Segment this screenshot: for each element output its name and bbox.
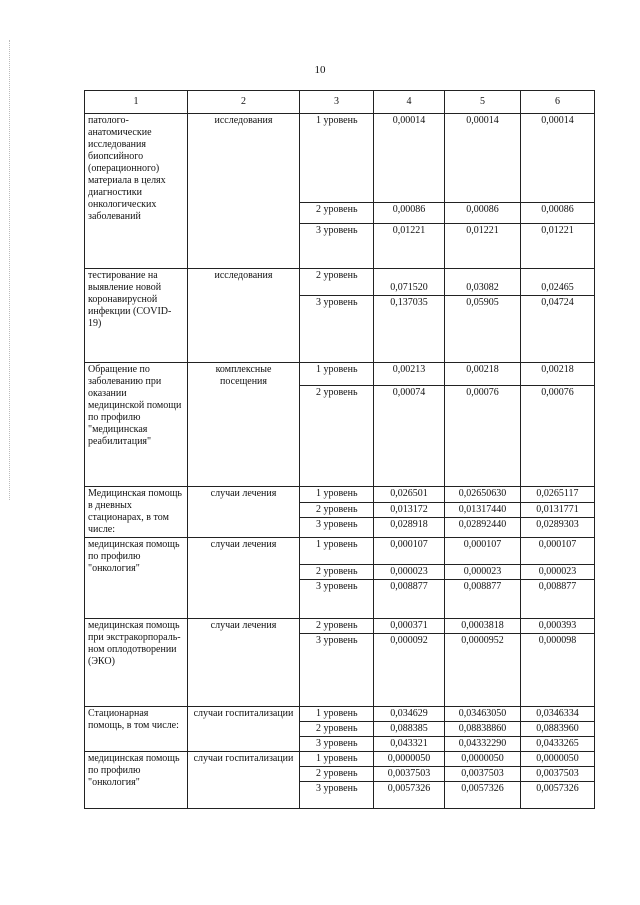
- value-col-6: 0,02465: [521, 269, 595, 296]
- value-col-6: 0,000107: [521, 538, 595, 565]
- value-col-6: 0,0131771: [521, 502, 595, 518]
- value-col-4: 0,0037503: [374, 767, 445, 782]
- value-col-6: 0,000098: [521, 634, 595, 707]
- value-col-5: 0,01221: [445, 224, 521, 269]
- value-col-5: 0,0000050: [445, 752, 521, 767]
- value-col-5: 0,00014: [445, 114, 521, 203]
- level-cell: 1 уровень: [300, 363, 374, 386]
- value-col-4: 0,028918: [374, 518, 445, 538]
- value-col-5: 0,02650630: [445, 487, 521, 503]
- value-col-5: 0,03082: [445, 269, 521, 296]
- table-row: [85, 619, 595, 634]
- value-col-6: 0,0346334: [521, 707, 595, 722]
- level-cell: 2 уровень: [300, 386, 374, 487]
- level-cell: 2 уровень: [300, 619, 374, 634]
- value-col-4: 0,000023: [374, 565, 445, 580]
- value-col-5: 0,00076: [445, 386, 521, 487]
- value-col-5: 0,000023: [445, 565, 521, 580]
- value-col-5: 0,03463050: [445, 707, 521, 722]
- value-col-5: 0,08838860: [445, 722, 521, 737]
- value-col-4: 0,000107: [374, 538, 445, 565]
- header-col-1: 1: [85, 91, 188, 114]
- level-cell: 3 уровень: [300, 737, 374, 752]
- value-col-5: 0,00086: [445, 203, 521, 224]
- value-col-4: 0,013172: [374, 502, 445, 518]
- value-col-5: 0,0000952: [445, 634, 521, 707]
- value-col-6: 0,0289303: [521, 518, 595, 538]
- value-col-5: 0,02892440: [445, 518, 521, 538]
- value-col-6: 0,0883960: [521, 722, 595, 737]
- group-name: медицинская помощь при экстракорпораль-ном оплодотворении (ЭКО): [85, 619, 188, 707]
- value-col-6: 0,0433265: [521, 737, 595, 752]
- value-col-5: 0,008877: [445, 580, 521, 619]
- header-col-6: 6: [521, 91, 595, 114]
- group-unit: исследования: [188, 269, 300, 363]
- level-cell: 3 уровень: [300, 782, 374, 809]
- group-unit: случаи госпитализации: [188, 707, 300, 752]
- group-name: медицинская помощь по профилю "онкология": [85, 538, 188, 619]
- table-row: [85, 707, 595, 722]
- rates-table: [84, 90, 595, 809]
- value-col-5: 0,000107: [445, 538, 521, 565]
- level-cell: 2 уровень: [300, 565, 374, 580]
- page-number: 10: [314, 64, 326, 76]
- value-col-5: 0,0037503: [445, 767, 521, 782]
- group-name: Обращение по заболеванию при оказании медицинской помощи по профилю "медицинская реабилитация": [85, 363, 188, 487]
- value-col-6: 0,00218: [521, 363, 595, 386]
- value-col-4: 0,000371: [374, 619, 445, 634]
- value-col-6: 0,000023: [521, 565, 595, 580]
- level-cell: 2 уровень: [300, 722, 374, 737]
- value-col-4: 0,088385: [374, 722, 445, 737]
- value-col-4: 0,0057326: [374, 782, 445, 809]
- header-row: [85, 91, 595, 114]
- header-col-4: 4: [374, 91, 445, 114]
- value-col-6: 0,00076: [521, 386, 595, 487]
- value-col-6: 0,000393: [521, 619, 595, 634]
- value-col-6: 0,0057326: [521, 782, 595, 809]
- scan-edge-marks: [9, 40, 10, 500]
- group-unit: исследования: [188, 114, 300, 269]
- group-unit: случаи лечения: [188, 619, 300, 707]
- table-row: [85, 114, 595, 203]
- level-cell: 1 уровень: [300, 707, 374, 722]
- value-col-4: 0,00086: [374, 203, 445, 224]
- table-row: [85, 269, 595, 296]
- value-col-4: 0,00213: [374, 363, 445, 386]
- level-cell: 1 уровень: [300, 538, 374, 565]
- value-col-6: 0,01221: [521, 224, 595, 269]
- level-cell: 3 уровень: [300, 634, 374, 707]
- value-col-6: 0,0265117: [521, 487, 595, 503]
- value-col-5: 0,04332290: [445, 737, 521, 752]
- header-col-5: 5: [445, 91, 521, 114]
- value-col-4: 0,071520: [374, 269, 445, 296]
- value-col-4: 0,00014: [374, 114, 445, 203]
- group-name: Стационарная помощь, в том числе:: [85, 707, 188, 752]
- level-cell: 1 уровень: [300, 487, 374, 503]
- value-col-4: 0,043321: [374, 737, 445, 752]
- table-row: [85, 487, 595, 503]
- value-col-4: 0,000092: [374, 634, 445, 707]
- group-name: тестирование на выявление новой коронавирусной инфекции (COVID-19): [85, 269, 188, 363]
- group-unit: случаи лечения: [188, 487, 300, 538]
- value-col-5: 0,05905: [445, 296, 521, 363]
- table-row: [85, 363, 595, 386]
- level-cell: 3 уровень: [300, 580, 374, 619]
- level-cell: 3 уровень: [300, 296, 374, 363]
- value-col-4: 0,137035: [374, 296, 445, 363]
- level-cell: 3 уровень: [300, 518, 374, 538]
- value-col-4: 0,01221: [374, 224, 445, 269]
- level-cell: 2 уровень: [300, 502, 374, 518]
- level-cell: 2 уровень: [300, 203, 374, 224]
- value-col-5: 0,0003818: [445, 619, 521, 634]
- level-cell: 2 уровень: [300, 269, 374, 296]
- value-col-4: 0,034629: [374, 707, 445, 722]
- value-col-5: 0,01317440: [445, 502, 521, 518]
- header-col-3: 3: [300, 91, 374, 114]
- level-cell: 1 уровень: [300, 752, 374, 767]
- value-col-6: 0,04724: [521, 296, 595, 363]
- value-col-5: 0,00218: [445, 363, 521, 386]
- value-col-6: 0,0000050: [521, 752, 595, 767]
- group-name: Медицинская помощь в дневных стационарах, в том числе:: [85, 487, 188, 538]
- value-col-6: 0,008877: [521, 580, 595, 619]
- level-cell: 2 уровень: [300, 767, 374, 782]
- group-unit: комплексные посещения: [188, 363, 300, 487]
- value-col-4: 0,00074: [374, 386, 445, 487]
- value-col-4: 0,0000050: [374, 752, 445, 767]
- level-cell: 3 уровень: [300, 224, 374, 269]
- value-col-6: 0,00014: [521, 114, 595, 203]
- value-col-6: 0,0037503: [521, 767, 595, 782]
- value-col-5: 0,0057326: [445, 782, 521, 809]
- value-col-4: 0,008877: [374, 580, 445, 619]
- table-row: [85, 538, 595, 565]
- group-name: медицинская помощь по профилю "онкология": [85, 752, 188, 809]
- table-row: [85, 752, 595, 767]
- group-unit: случаи лечения: [188, 538, 300, 619]
- level-cell: 1 уровень: [300, 114, 374, 203]
- group-unit: случаи госпитализации: [188, 752, 300, 809]
- header-col-2: 2: [188, 91, 300, 114]
- group-name: патолого-анатомические исследования биопсийного (операционного) материала в целях диагностики онкологических заболеваний: [85, 114, 188, 269]
- value-col-6: 0,00086: [521, 203, 595, 224]
- value-col-4: 0,026501: [374, 487, 445, 503]
